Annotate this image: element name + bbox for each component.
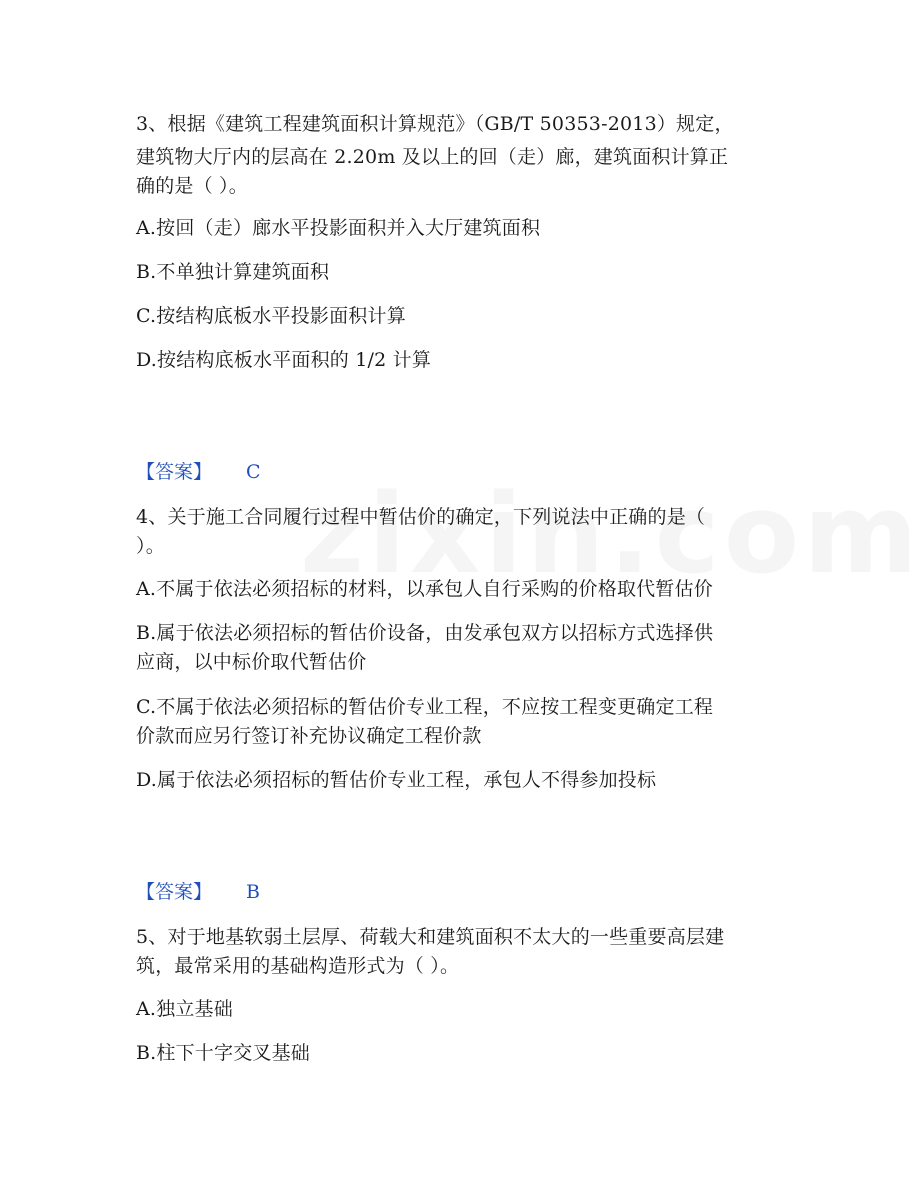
q3-answer-value: C: [246, 461, 261, 483]
q3-stem-line-2: 建筑物大厅内的层高在 2.20m 及以上的回（走）廊，建筑面积计算正: [136, 146, 729, 168]
q3-option-d: D.按结构底板水平面积的 1/2 计算: [136, 349, 432, 371]
q4-answer: [136, 877, 260, 907]
q4-answer-label: 【答案】: [136, 881, 213, 903]
q3-option-a: A.按回（走）廊水平投影面积并入大厅建筑面积: [136, 217, 541, 239]
q5-option-b: B.柱下十字交叉基础: [136, 1042, 311, 1064]
q5-stem-line-1: 5、对于地基软弱土层厚、荷载大和建筑面积不太大的一些重要高层建: [136, 926, 725, 948]
q5-option-a: A.独立基础: [136, 998, 233, 1020]
q3-option-b: B.不单独计算建筑面积: [136, 261, 330, 283]
q3-answer-label: 【答案】: [136, 461, 213, 483]
q4-option-c-line-1: C.不属于依法必须招标的暂估价专业工程，不应按工程变更确定工程: [136, 696, 714, 718]
q4-stem-line-2: ）。: [136, 535, 165, 557]
q4-stem-line-1: 4、关于施工合同履行过程中暂估价的确定，下列说法中正确的是（: [136, 506, 706, 528]
q5-stem-line-2: 筑，最常采用的基础构造形式为（ ）。: [136, 955, 460, 977]
q3-stem-line-3: 确的是（ ）。: [136, 175, 248, 197]
q3-stem-line-1: 3、根据《建筑工程建筑面积计算规范》（GB/T 50353-2013）规定，: [136, 113, 734, 135]
q3-option-c: C.按结构底板水平投影面积计算: [136, 305, 406, 327]
q3-answer: [136, 457, 261, 487]
q4-answer-value: B: [246, 881, 260, 903]
q4-option-a: A.不属于依法必须招标的材料，以承包人自行采购的价格取代暂估价: [136, 578, 713, 600]
q4-option-c-line-2: 价款而应另行签订补充协议确定工程价款: [136, 725, 482, 747]
q4-option-b-line-1: B.属于依法必须招标的暂估价设备，由发承包双方以招标方式选择供: [136, 622, 714, 644]
q4-option-b-line-2: 应商，以中标价取代暂估价: [136, 651, 367, 673]
q4-option-d: D.属于依法必须招标的暂估价专业工程，承包人不得参加投标: [136, 769, 657, 791]
